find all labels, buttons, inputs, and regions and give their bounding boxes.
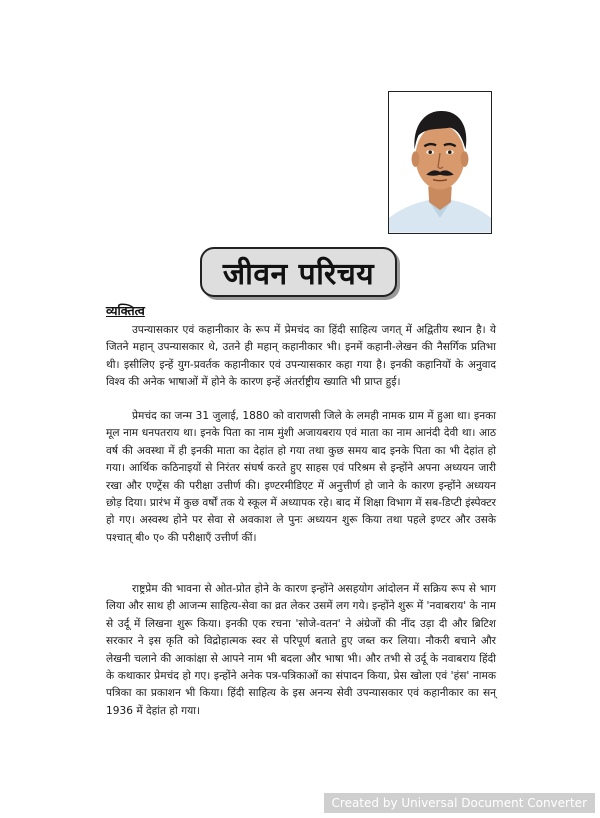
page-title: जीवन परिचय (200, 247, 397, 297)
converter-watermark: Created by Universal Document Converter (324, 793, 595, 813)
paragraph-early-life: प्रेमचंद का जन्म 31 जुलाई, 1880 को वाराणसी जिले के लमही नामक ग्राम में हुआ था। इनका मूल नाम धनपतराय था। इनके पिता का नाम मुंशी अजायबराय एवं माता का नाम आनंदी देवी था। आठ वर्ष की अवस्था में ही इनकी माता का देहांत हो गया तथा कुछ समय बाद इनके पिता का भी देहांत हो गया। आर्थिक कठिनाइयों से निरंतर संघर्ष करते हुए साहस एवं परिश्रम से इन्होंने अपना अध्ययन जारी रखा और एण्ट्रेंस की परीक्षा उत्तीर्ण की। इण्टरमीडिएट में अनुत्तीर्ण हो जाने के कारण इन्होंने अध्ययन छोड़ दिया। प्रारंभ में कुछ वर्षों तक ये स्कूल में अध्यापक रहे। बाद में शिक्षा विभाग में सब-डिप्टी इंस्पेक्टर हो गए। अस्वस्थ होने पर सेवा से अवकाश ले पुनः अध्ययन शुरू किया तथा पहले इण्टर और उसके पश्चात् बी० ए० की परीक्षाएँ उत्तीर्ण कीं। (106, 410, 496, 544)
portrait-photo-icon (389, 92, 491, 233)
paragraph-personality: उपन्यासकार एवं कहानीकार के रूप में प्रेमचंद का हिंदी साहित्य जगत् में अद्वितीय स्थान है। ये जितने महान् उपन्यासकार थे, उतने ही महान् कहानीकार भी। इनमें कहानी-लेखन की नैसर्गिक प्रतिभा थी। इसीलिए इन्हें युग-प्रवर्तक कहानीकार एवं उपन्यासकार कहा गया है। इनकी कहानियों के अनुवाद विश्व की अनेक भाषाओं में होने के कारण इन्हें अंतर्राष्ट्रीय ख्याति भी प्राप्त हुई। (106, 324, 496, 389)
paragraph-literary-career: राष्ट्रप्रेम की भावना से ओत-प्रोत होने के कारण इन्होंने असहयोग आंदोलन में सक्रिय रूप से भाग लिया और साथ ही आजन्म साहित्य-सेवा का व्रत लेकर उसमें लग गये। इन्होंने शुरू में 'नवाबराय' के नाम से उर्दू में लिखना शुरू किया। इनकी एक रचना 'सोजे-वतन' ने अंग्रेजों की नींद उड़ा दी और ब्रिटिश सरकार ने इस कृति को विद्रोहात्मक स्वर से परिपूर्ण बताते हुए जब्त कर लिया। नौकरी बचाने और लेखनी चलाने की आकांक्षा से आपने नाम भी बदला और भाषा भी। और तभी से उर्दू के नवाबराय हिंदी के कथाकार प्रेमचंद हो गए। इन्होंने अनेक पत्र-पत्रिकाओं का संपादन किया, प्रेस खोला एवं 'हंस' नामक पत्रिका का प्रकाशन भी किया। हिंदी साहित्य के इस अनन्य सेवी उपन्यासकार एवं कहानीकार का सन् 1936 में देहांत हो गया। (106, 583, 496, 717)
author-portrait (388, 91, 492, 234)
section-heading: व्यक्तित्व (106, 303, 145, 318)
